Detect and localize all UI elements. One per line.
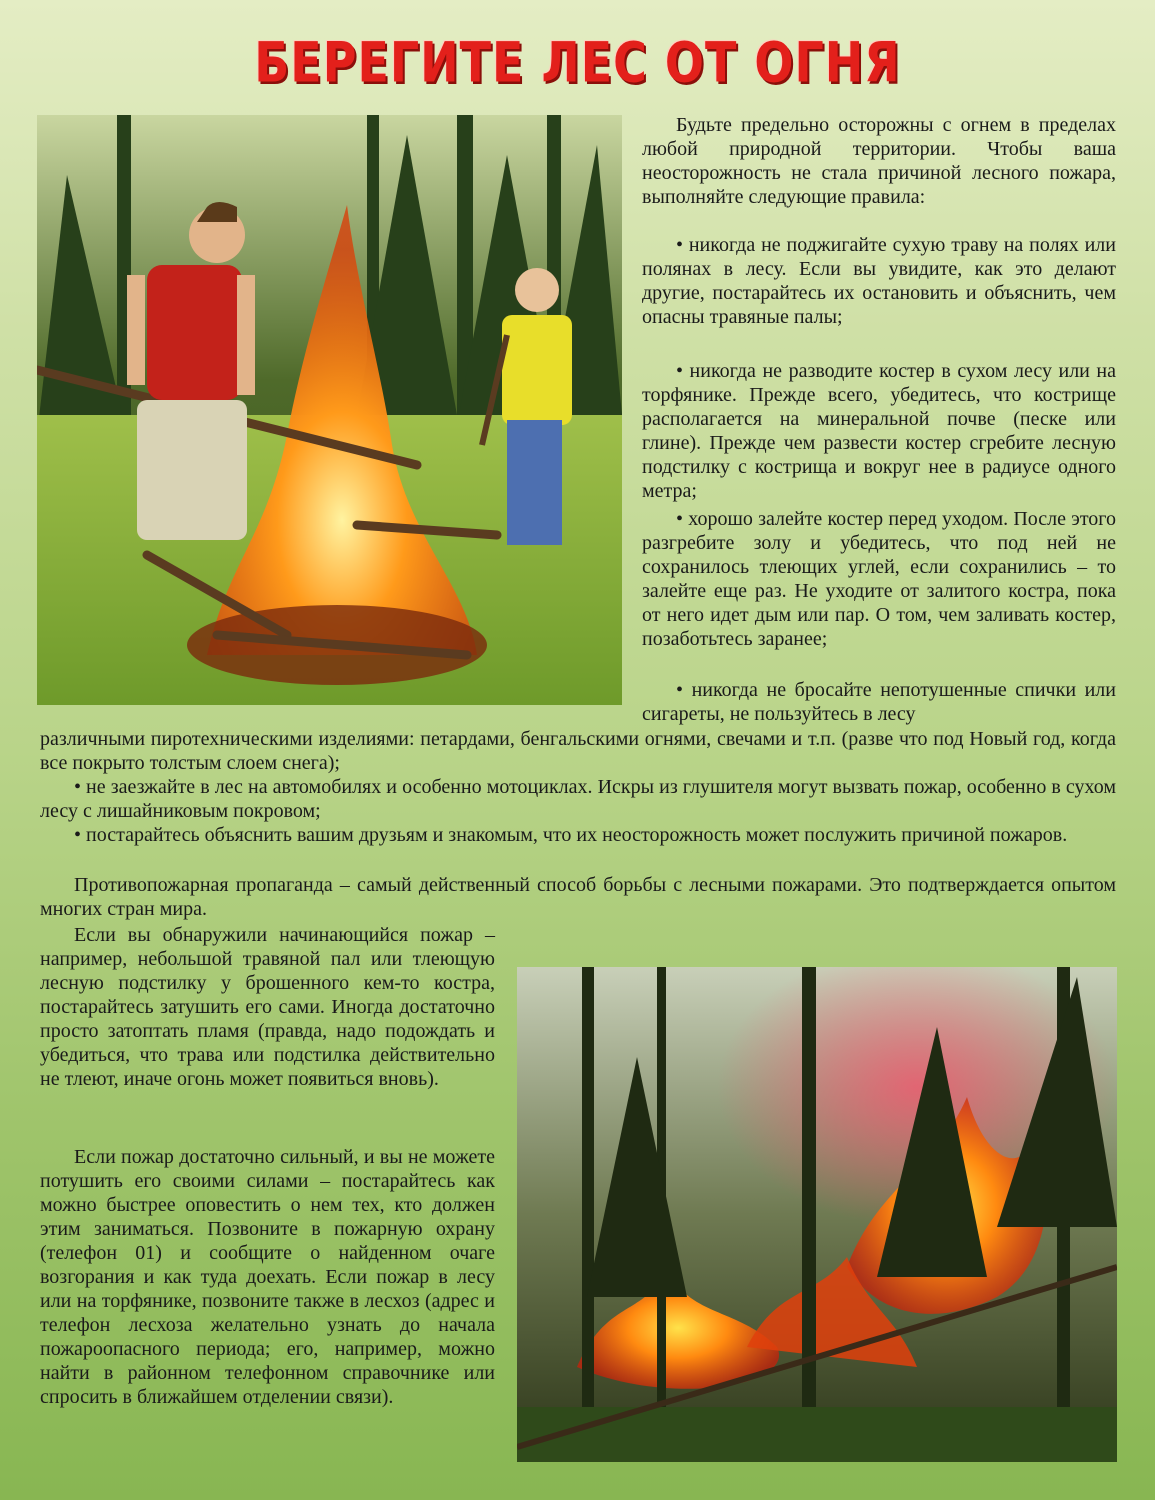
rule-no-vehicles: • не заезжайте в лес на автомобилях и особенно мотоциклах. Искры из глушителя могут вызвать пожар, особенно в сухом лесу с лишайниковым покровом; — [40, 776, 1116, 822]
rule-explain-to-friends: • постарайтесь объяснить вашим друзьям и знакомым, что их неосторожность может послужить причиной пожаров. — [74, 824, 1068, 846]
page-title: БЕРЕГИТЕ ЛЕС ОТ ОГНЯ — [254, 30, 901, 95]
rule-no-matches-end: различными пиротехническими изделиями: петардами, бенгальскими огнями, свечами и т.п. (разве что под Новый год, когда все покрыто толстым слоем снега); — [40, 728, 1116, 774]
intro-paragraph: Будьте предельно осторожны с огнем в пределах любой природной территории. Чтобы ваша неосторожность не стала причиной лесного пожара, выполняйте следующие правила: — [642, 114, 1116, 208]
rule-extinguish-campfire: • хорошо залейте костер перед уходом. После этого разгребите золу и убедитесь, что под ней не сохранилось тлеющих углей, если сохранились – то залейте еще раз. Не уходите от залитого костра, пока от него идет дым или пар. О том, чем заливать костер, позаботьтесь заранее; — [642, 508, 1116, 650]
campfire-photo — [37, 115, 622, 705]
forest-fire-photo — [517, 967, 1117, 1462]
rule-no-campfire-dry-forest: • никогда не разводите костер в сухом лесу или на торфянике. Прежде всего, убедитесь, что кострище располагается на минеральной почве (песке или глине). Прежде чем развести костер сгребите лесную подстилку с кострища и вокруг нее в радиусе одного метра; — [642, 360, 1116, 502]
rule-no-grass-burning: • никогда не поджигайте сухую траву на полях или полянах в лесу. Если вы увидите, как это делают другие, постарайтесь их остановить и объяснить, чем опасны травяные палы; — [642, 234, 1116, 328]
propaganda-paragraph: Противопожарная пропаганда – самый действенный способ борьбы с лесными пожарами. Это подтверждается опытом многих стран мира. — [40, 874, 1116, 920]
strong-fire-paragraph: Если пожар достаточно сильный, и вы не можете потушить его своими силами – постарайтесь как можно быстрее оповестить о нем тех, кто должен этим заниматься. Позвоните в пожарную охрану (телефон 01) и сообщите о найденном очаге возгорания и как туда доехать. Если пожар в лесу или на торфянике, позвоните также в лесхоз (адрес и телефон лесхоза желательно узнать до начала пожароопасного периода; его, например, можно найти в районном телефонном справочнике или спросить в ближайшем отделении связи). — [40, 1146, 495, 1408]
rule-no-matches-start: • никогда не бросайте непотушенные спички или сигареты, не пользуйтесь в лесу — [642, 679, 1116, 725]
detect-fire-paragraph: Если вы обнаружили начинающийся пожар – например, небольшой травяной пал или тлеющую лесную подстилку у брошенного кем-то костра, постарайтесь затушить его сами. Иногда достаточно просто затоптать пламя (правда, надо подождать и убедиться, что трава или подстилка действительно не тлеют, иначе огонь может появиться вновь). — [40, 924, 495, 1090]
